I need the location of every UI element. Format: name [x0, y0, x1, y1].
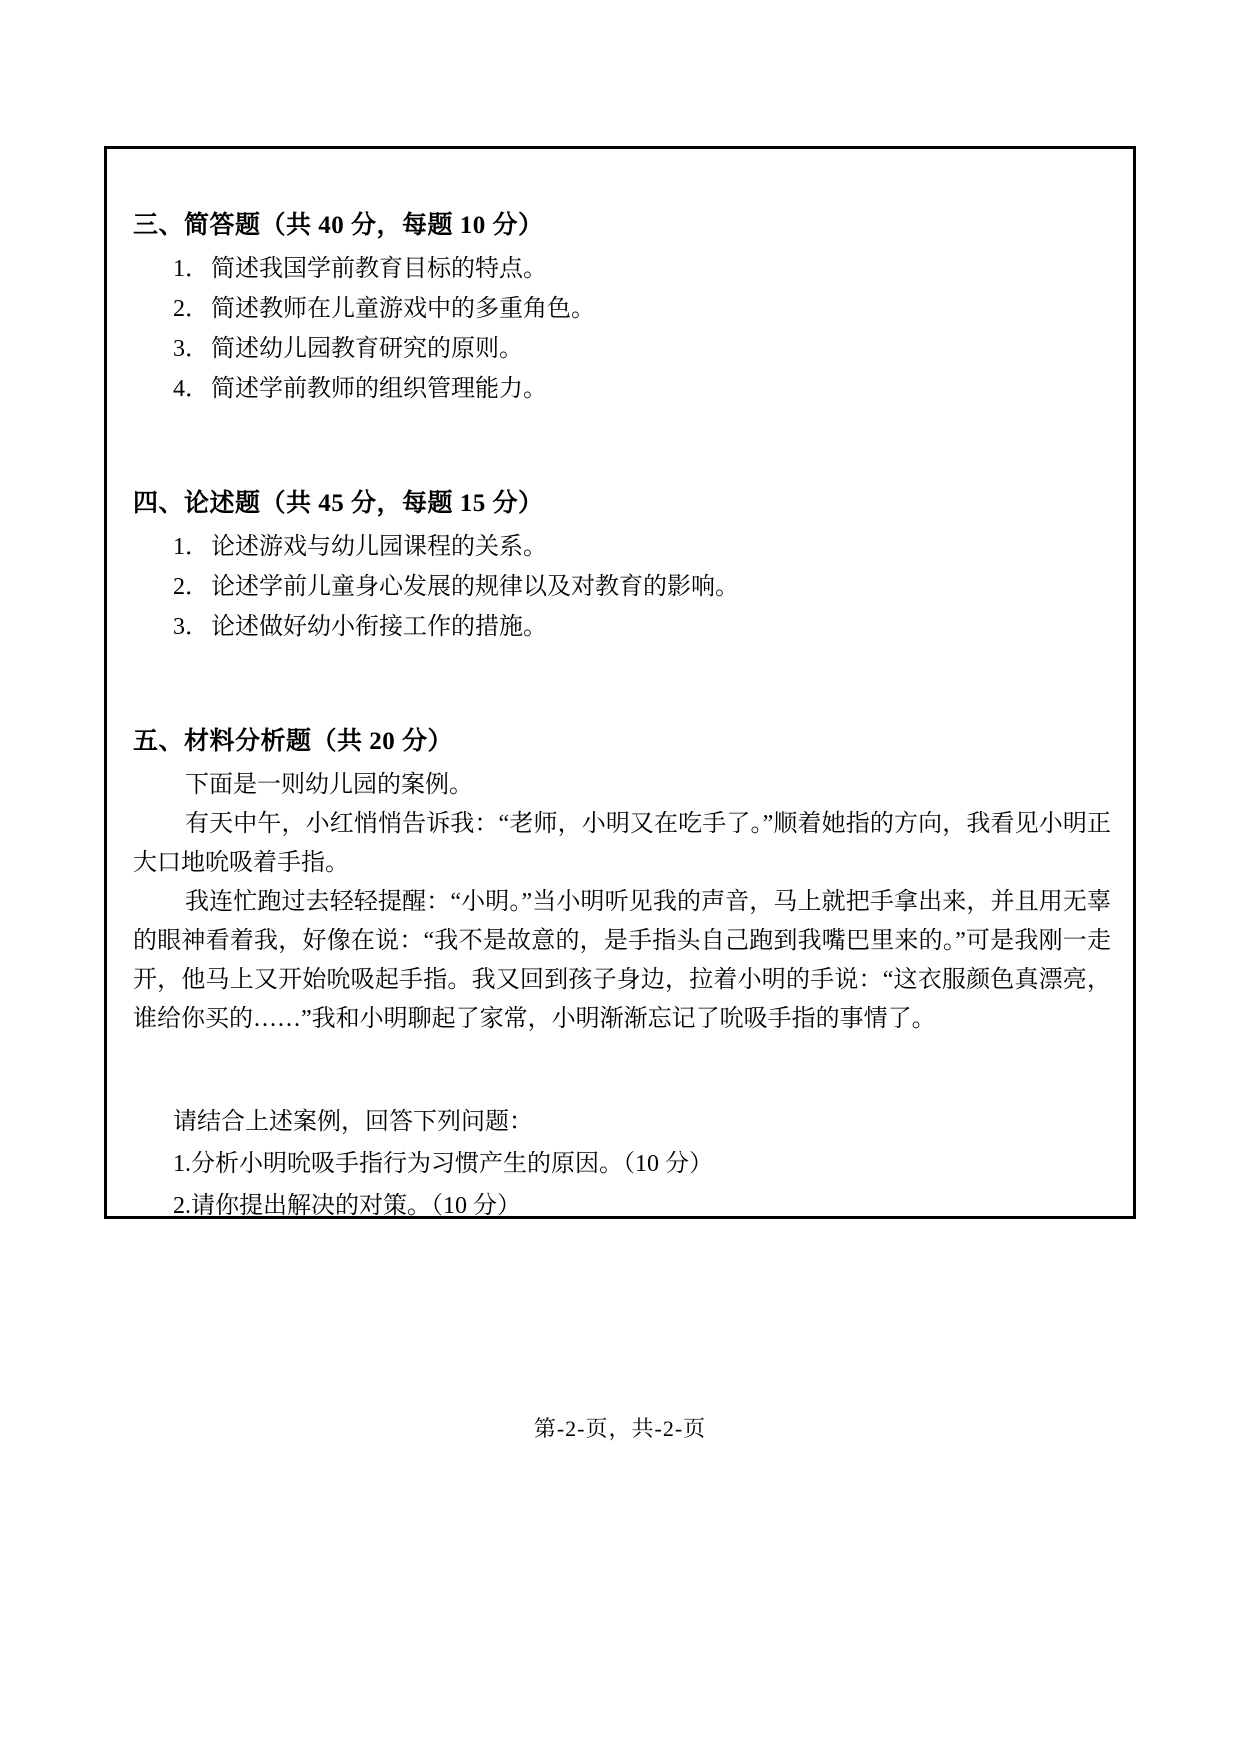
- question-text: 论述学前儿童身心发展的规律以及对教育的影响。: [211, 574, 739, 600]
- question-number: 3．: [173, 614, 209, 640]
- question-number: 4．: [173, 376, 209, 402]
- case-question-item: 1.分析小明吮吸手指行为习惯产生的原因。（10 分）: [173, 1151, 713, 1177]
- question-item: [133, 249, 1111, 289]
- case-paragraph: 我连忙跑过去轻轻提醒：“小明。”当小明听见我的声音，马上就把手拿出来，并且用无辜的眼神看着我，好像在说：“我不是故意的，是手指头自己跑到我嘴巴里来的。”可是我刚一走开，他马上又开始吮吸起手指。我又回到孩子身边，拉着小明的手说：“这衣服颜色真漂亮，谁给你买的……”我和小明聊起了家常，小明渐渐忘记了吮吸手指的事情了。: [133, 889, 1111, 1032]
- exam-content-frame: [104, 146, 1136, 1219]
- question-number: 2．: [173, 296, 209, 322]
- section-heading-short-answer: 三、简答题（共 40 分，每题 10 分）: [133, 212, 544, 239]
- case-intro-text: 下面是一则幼儿园的案例。: [185, 772, 473, 798]
- case-question-lead: 请结合上述案例，回答下列问题：: [173, 1109, 533, 1135]
- case-spacer: [133, 1039, 1111, 1101]
- exam-content-inner: [107, 149, 1133, 1219]
- question-item: [133, 607, 1111, 647]
- section-spacer: [133, 647, 1111, 723]
- case-question-item: 2.请你提出解决的对策。（10 分）: [173, 1193, 521, 1219]
- question-number: 3．: [173, 336, 209, 362]
- question-item: [133, 527, 1111, 567]
- question-number: 1．: [173, 534, 209, 560]
- question-text: 论述做好幼小衔接工作的措施。: [211, 614, 547, 640]
- question-text: 简述教师在儿童游戏中的多重角色。: [211, 296, 595, 322]
- section-spacer: [133, 409, 1111, 485]
- question-number: 2．: [173, 574, 209, 600]
- page-footer: 第-2-页，共-2-页: [533, 1416, 707, 1441]
- question-item: [133, 329, 1111, 369]
- section-short-answer: [133, 207, 1111, 409]
- question-list-short-answer: [133, 249, 1111, 409]
- question-text: 简述我国学前教育目标的特点。: [211, 256, 547, 282]
- question-list-essay: [133, 527, 1111, 647]
- question-number: 1．: [173, 256, 209, 282]
- case-paragraph: 有天中午，小红悄悄告诉我：“老师，小明又在吃手了。”顺着她指的方向，我看见小明正大口地吮吸着手指。: [133, 811, 1111, 876]
- question-text: 简述学前教师的组织管理能力。: [211, 376, 547, 402]
- section-essay: [133, 485, 1111, 647]
- section-case-analysis: [133, 723, 1111, 1227]
- question-text: 简述幼儿园教育研究的原则。: [211, 336, 523, 362]
- case-question-block: [133, 1101, 1111, 1227]
- question-item: [133, 369, 1111, 409]
- question-text: 论述游戏与幼儿园课程的关系。: [211, 534, 547, 560]
- question-item: [133, 567, 1111, 607]
- question-item: [133, 289, 1111, 329]
- section-heading-case-analysis: 五、材料分析题（共 20 分）: [133, 728, 454, 755]
- section-heading-essay: 四、论述题（共 45 分，每题 15 分）: [133, 490, 544, 517]
